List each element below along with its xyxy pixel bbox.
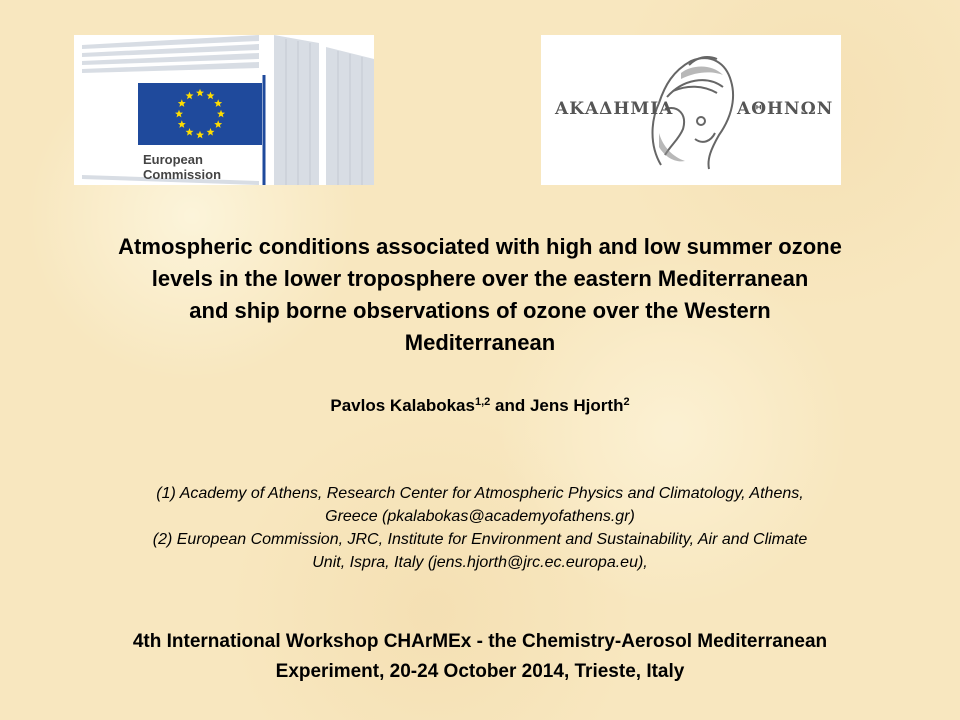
affiliation-2-line-2: Unit, Ispra, Italy (jens.hjorth@jrc.ec.europa.eu), — [312, 554, 648, 571]
title-line-4: Mediterranean — [404, 330, 556, 355]
author-2-affiliation: 2 — [623, 396, 630, 408]
academy-word-right: ΑΘΗΝΩΝ — [737, 99, 834, 119]
academy-word-left: ΑΚΑΔΗΜΙΑ — [555, 99, 674, 119]
ec-brand-line2: Commission — [143, 167, 222, 182]
ec-brand-text — [143, 152, 221, 182]
author-connector: and — [490, 396, 530, 415]
affiliation-1-line-1: (1) Academy of Athens, Research Center for Atmospheric Physics and Climatology, Athens, — [156, 485, 804, 502]
affiliations — [20, 482, 940, 574]
title-line-2: levels in the lower troposphere over the eastern Mediterranean — [151, 266, 809, 291]
authors-line — [20, 395, 940, 417]
author-1-affiliation: 1,2 — [474, 396, 491, 408]
title-line-1: Atmospheric conditions associated with high and low summer ozone — [118, 234, 842, 259]
european-commission-logo — [74, 35, 374, 185]
author-2: Jens Hjorth — [529, 396, 624, 415]
affiliation-1-line-2: Greece (pkalabokas@academyofathens.gr) — [325, 508, 635, 525]
affiliation-2-line-1: (2) European Commission, JRC, Institute for Environment and Sustainability, Air and Climate — [152, 531, 808, 548]
berlaymont-building-icon — [74, 35, 374, 185]
title-line-3: and ship borne observations of ozone over the Western — [189, 298, 771, 323]
author-1: Pavlos Kalabokas — [330, 396, 475, 415]
workshop-line-2: Experiment, 20-24 October 2014, Trieste, Italy — [275, 661, 685, 682]
presentation-title — [20, 231, 940, 359]
workshop-line-1: 4th International Workshop CHArMEx - the Chemistry-Aerosol Mediterranean — [132, 631, 828, 652]
workshop-info — [20, 627, 940, 687]
ec-brand-line1: European — [143, 152, 203, 167]
academy-of-athens-logo — [541, 35, 841, 185]
